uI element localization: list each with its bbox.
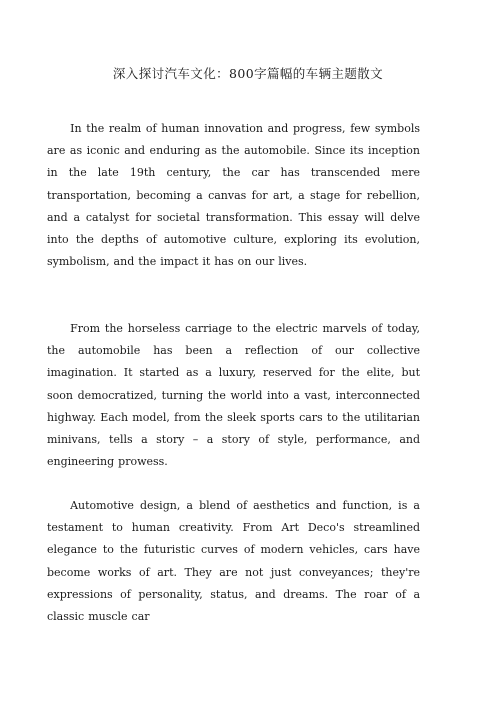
paragraph-3: Automotive design, a blend of aesthetics and function, is a testament to human creativity. From Art Deco's streamlined elegance to the futuristic curves of modern vehicles, cars have become works of art. They are not just conveyances; they're expressions of personality, status, and dreams. The roar of a classic muscle car <box>47 499 420 624</box>
paragraph-1: In the realm of human innovation and progress, few symbols are as iconic and enduring as the automobile. Since its inception in the late 19th century, the car has transcended mere transportation, becoming a canvas for art, a stage for rebellion, and a catalyst for societal transformation. This essay will delve into the depths of automotive culture, exploring its evolution, symbolism, and the impact it has on our lives. <box>47 122 420 269</box>
document-title: 深入探讨汽车文化：800字篇幅的车辆主题散文 <box>112 66 384 81</box>
paragraph-2: From the horseless carriage to the electric marvels of today, the automobile has been a reflection of our collective imagination. It started as a luxury, reserved for the elite, but soon democratized, turning the world into a vast, interconnected highway. Each model, from the sleek sports cars to the utilitarian minivans, tells a story – a story of style, performance, and engineering prowess. <box>47 322 420 469</box>
